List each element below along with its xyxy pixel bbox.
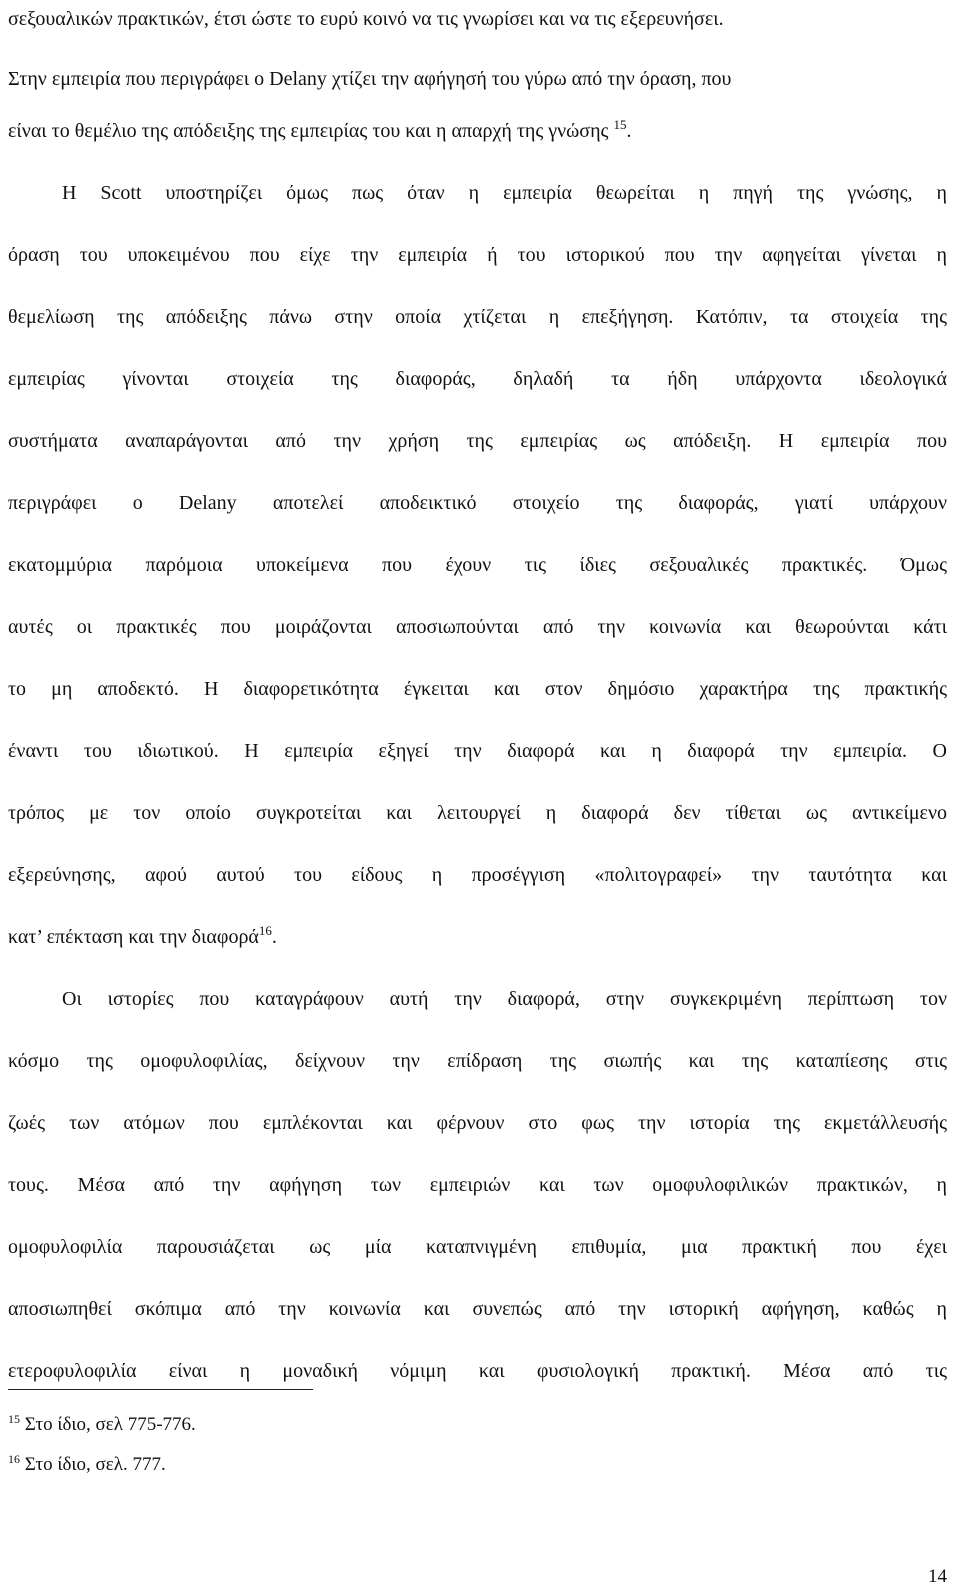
body-line: σεξουαλικών πρακτικών, έτσι ώστε το ευρύ κοινό να τις γνωρίσει και να τις εξερευνήσει. [8,8,724,30]
body-line: τους. Μέσα από την αφήγηση των εμπειριών και των ομοφυλοφιλικών πρακτικών, η [8,1174,947,1196]
body-line: Η Scott υποστηρίζει όμως πως όταν η εμπειρία θεωρείται η πηγή της γνώσης, η [62,182,947,204]
body-line: αποσιωπηθεί σκόπιμα από την κοινωνία και συνεπώς από την ιστορική αφήγηση, καθώς η [8,1298,947,1320]
body-line: τρόπος με τον οποίο συγκροτείται και λειτουργεί η διαφορά δεν τίθεται ως αντικείμενο [8,802,947,824]
footnote [8,1414,196,1436]
body-line: εμπειρίας γίνονται στοιχεία της διαφοράς, δηλαδή τα ήδη υπάρχοντα ιδεολογικά [8,368,947,390]
body-line: όραση του υποκειμένου που είχε την εμπειρία ή του ιστορικού που την αφηγείται γίνεται η [8,244,947,266]
punctuation: . [626,120,632,142]
body-line: το μη αποδεκτό. Η διαφορετικότητα έγκειται και στον δημόσιο χαρακτήρα της πρακτικής [8,678,947,700]
body-line: ζωές των ατόμων που εμπλέκονται και φέρνουν στο φως την ιστορία της εκμετάλλευσής [8,1112,947,1134]
footnote-ref: 16 [258,923,272,938]
footnote-number: 16 [8,1452,20,1466]
footnote-text: Στο ίδιο, σελ. 777. [24,1454,166,1475]
body-line: ομοφυλοφιλία παρουσιάζεται ως μία καταπνιγμένη επιθυμία, μια πρακτική που έχει [8,1236,947,1258]
body-line: κόσμο της ομοφυλοφιλίας, δείχνουν την επίδραση της σιωπής και της καταπίεσης στις [8,1050,947,1072]
body-line: ετεροφυλοφιλία είναι η μοναδική νόμιμη και φυσιολογική πρακτική. Μέσα από τις [8,1360,947,1382]
punctuation: . [271,926,277,948]
footnote-ref: 15 [613,117,627,132]
body-line-text: είναι το θεμέλιο της απόδειξης της εμπειρίας του και η απαρχή της γνώσης [8,120,609,142]
page-number: 14 [928,1566,947,1587]
body-line: Στην εμπειρία που περιγράφει ο Delany χτίζει την αφήγησή του γύρω από την όραση, που [8,68,732,90]
body-line: Οι ιστορίες που καταγράφουν αυτή την διαφορά, στην συγκεκριμένη περίπτωση τον [62,988,947,1010]
body-line-text: κατ’ επέκταση και την διαφορά [8,926,259,948]
body-line [8,925,947,949]
body-line: εκατομμύρια παρόμοια υποκείμενα που έχουν τις ίδιες σεξουαλικές πρακτικές. Όμως [8,554,947,576]
footnote-number: 15 [8,1412,20,1426]
body-line: θεμελίωση της απόδειξης πάνω στην οποία χτίζεται η επεξήγηση. Κατόπιν, τα στοιχεία της [8,306,947,328]
body-line: συστήματα αναπαράγονται από την χρήση της εμπειρίας ως απόδειξη. Η εμπειρία που [8,430,947,452]
footnote [8,1454,166,1476]
footnote-separator [8,1389,313,1390]
body-line: εξερεύνησης, αφού αυτού του είδους η προσέγγιση «πολιτογραφεί» την ταυτότητα και [8,864,947,886]
body-line: αυτές οι πρακτικές που μοιράζονται αποσιωπούνται από την κοινωνία και θεωρούνται κάτι [8,616,947,638]
footnote-text: Στο ίδιο, σελ 775-776. [24,1414,196,1435]
body-line: έναντι του ιδιωτικού. Η εμπειρία εξηγεί την διαφορά και η διαφορά την εμπειρία. Ο [8,740,947,762]
body-line: περιγράφει ο Delany αποτελεί αποδεικτικό στοιχείο της διαφοράς, γιατί υπάρχουν [8,492,947,514]
body-line [8,119,947,143]
